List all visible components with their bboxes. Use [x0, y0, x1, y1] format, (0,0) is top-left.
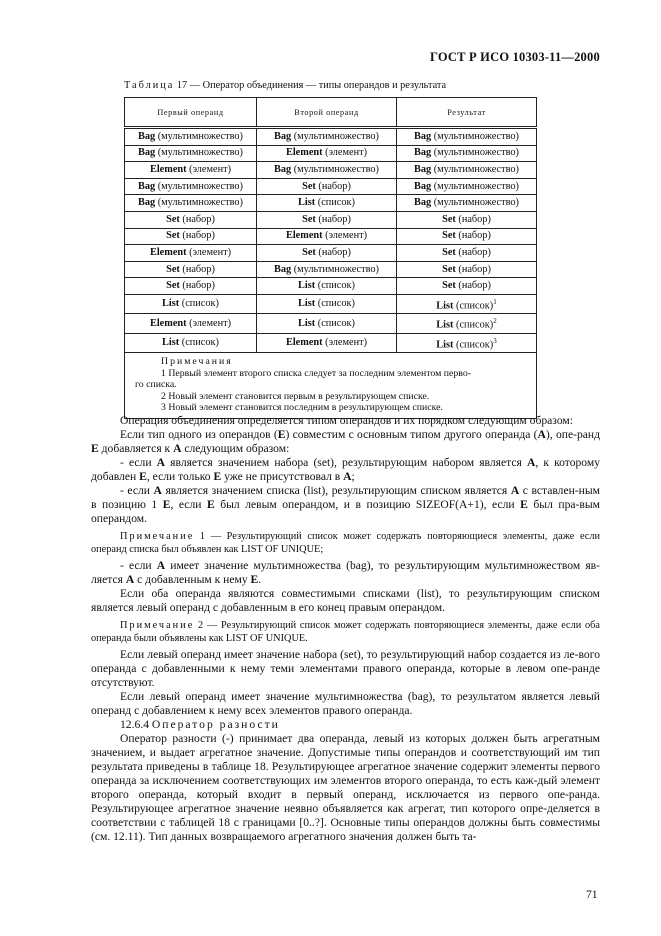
table-cell: [397, 211, 537, 228]
type-translation: (мультимножество): [291, 130, 379, 142]
section-title: Оператор разности: [151, 718, 280, 731]
table-cell: [125, 162, 257, 179]
note-text: 1 — Результирующий список может содержать повторяющиеся элементы, даже если операнд списка был объявлен как LIST OF UNIQUE;: [91, 531, 600, 555]
note-line: 3 Новый элемент становится последним в результирующем списке.: [161, 402, 443, 414]
operand-types-table: [124, 97, 537, 419]
type-translation: (список): [179, 336, 219, 348]
type-keyword: Element: [149, 317, 187, 329]
note-line: 2 Новый элемент становится первым в результирующем списке.: [161, 390, 430, 402]
text-segment: является значением списка (list), результирующим списком является: [161, 484, 511, 497]
table-cell: [125, 228, 257, 245]
type-keyword: Element: [285, 147, 323, 159]
text-segment: имеет значение мультимножества (bag), то результирующим мультимножеством яв-ляется: [91, 559, 601, 586]
bold-variable: A: [343, 470, 352, 483]
type-keyword: List: [162, 336, 180, 348]
bold-variable: E: [250, 573, 259, 586]
type-keyword: Element: [285, 230, 323, 242]
table-cell: [125, 178, 257, 195]
text-segment: следующим образом:: [181, 442, 290, 455]
type-keyword: Set: [166, 213, 180, 225]
type-keyword: Bag: [273, 163, 292, 175]
type-translation: (мультимножество): [155, 180, 243, 192]
type-translation: (список): [315, 280, 355, 292]
type-translation: (набор): [455, 230, 491, 242]
table-row: [125, 128, 537, 146]
type-keyword: Set: [302, 180, 316, 192]
bold-variable: E: [139, 470, 147, 483]
table-cell: [257, 228, 397, 245]
text-segment: ) совместим с основным типом другого операнда (: [285, 428, 538, 441]
footnote-ref: 2: [493, 317, 497, 326]
type-keyword: Set: [166, 230, 180, 242]
note-line: го списка.: [135, 379, 177, 391]
table-cell: [397, 261, 537, 278]
type-translation: (мультимножество): [431, 147, 519, 159]
table-cell: [125, 333, 257, 352]
type-translation: (мультимножество): [155, 147, 243, 159]
type-translation: (набор): [455, 246, 491, 258]
type-translation: (набор): [315, 246, 351, 258]
type-translation: (набор): [315, 213, 351, 225]
table-cell: [397, 128, 537, 146]
table-cell: [257, 333, 397, 352]
text-segment: является значением набора (set), результирующим набором является: [165, 456, 527, 469]
table-cell: [257, 178, 397, 195]
column-header: Результат: [397, 98, 537, 128]
table-cell: [257, 211, 397, 228]
text-segment: с добавленным к нему: [134, 573, 251, 586]
type-keyword: Set: [166, 263, 180, 275]
type-keyword: Set: [302, 246, 316, 258]
note-label: Примечание: [120, 531, 195, 542]
bold-variable: E: [91, 442, 99, 455]
note: [91, 619, 600, 645]
type-translation: (список): [315, 298, 355, 310]
table-cell: [125, 314, 257, 333]
type-translation: (мультимножество): [291, 263, 379, 275]
type-keyword: Set: [442, 263, 456, 275]
table-cell: [397, 178, 537, 195]
type-translation: (список): [179, 298, 219, 310]
type-keyword: List: [162, 298, 180, 310]
type-keyword: Bag: [137, 147, 156, 159]
table-caption: [124, 80, 446, 91]
paragraph: [91, 428, 600, 456]
table-cell: [257, 245, 397, 262]
text-segment: был пра-вым операндом.: [91, 498, 600, 525]
text-segment: , к которому добавлен: [91, 456, 600, 483]
body-text: [91, 414, 600, 844]
type-keyword: Bag: [413, 197, 432, 209]
type-keyword: List: [436, 300, 454, 312]
table-cell: [257, 145, 397, 162]
type-keyword: Bag: [273, 263, 292, 275]
table-cell: [257, 314, 397, 333]
type-keyword: Bag: [413, 147, 432, 159]
text-segment: был левым операндом, и в позицию SIZEOF(A+1), если: [214, 498, 521, 511]
table-cell: [125, 145, 257, 162]
table-cell: [257, 162, 397, 179]
type-translation: (элемент): [322, 336, 368, 348]
table-cell: [257, 128, 397, 146]
table-cell: [397, 294, 537, 313]
text-segment: - если: [120, 456, 157, 469]
table-cell: [125, 211, 257, 228]
table-cell: [397, 314, 537, 333]
type-translation: (список): [453, 339, 494, 351]
table-header-row: [125, 98, 537, 128]
type-translation: (элемент): [322, 230, 368, 242]
type-translation: (мультимножество): [431, 180, 519, 192]
table-row: [125, 278, 537, 295]
paragraph: Если левый операнд имеет значение мультимножества (bag), то результатом является левый операнд с добавлением к нему всех элементов правого операнда.: [91, 690, 600, 717]
type-translation: (элемент): [186, 317, 232, 329]
notes-title: Примечания: [161, 356, 233, 368]
text-segment: , если: [170, 498, 207, 511]
text-segment: добавляется к: [98, 442, 174, 455]
paragraph: [91, 484, 600, 526]
table-row: [125, 294, 537, 313]
type-keyword: Bag: [413, 130, 432, 142]
type-keyword: Set: [442, 213, 456, 225]
bold-variable: E: [520, 498, 528, 511]
bold-variable: A: [153, 484, 162, 497]
type-keyword: List: [298, 197, 316, 209]
column-header: Первый операнд: [125, 98, 257, 128]
table-row: [125, 314, 537, 333]
bold-variable: A: [125, 573, 135, 586]
type-keyword: List: [436, 319, 454, 331]
section-heading: [91, 718, 600, 732]
note-label: Примечание: [120, 620, 195, 631]
table-cell: [125, 245, 257, 262]
page-number: 71: [586, 888, 598, 901]
type-keyword: Bag: [137, 130, 156, 142]
bold-variable: A: [537, 428, 546, 441]
bold-variable: A: [173, 442, 182, 455]
type-keyword: List: [436, 339, 454, 351]
text-segment: - если: [120, 484, 154, 497]
type-keyword: Set: [302, 213, 316, 225]
note: [91, 530, 600, 556]
column-header: Второй операнд: [257, 98, 397, 128]
type-translation: (набор): [315, 180, 351, 192]
type-translation: (набор): [455, 213, 491, 225]
standard-header: ГОСТ Р ИСО 10303-11—2000: [430, 50, 600, 64]
table-cell: [125, 195, 257, 212]
type-translation: (набор): [179, 213, 215, 225]
table-row: [125, 333, 537, 352]
bold-variable: A: [156, 456, 166, 469]
text-segment: - если: [120, 559, 157, 572]
type-translation: (набор): [179, 280, 215, 292]
table-row: [125, 261, 537, 278]
table-row: [125, 145, 537, 162]
text-segment: с вставлен-ным в позицию 1: [91, 484, 601, 511]
type-keyword: Set: [442, 280, 456, 292]
bold-variable: A: [526, 456, 536, 469]
type-translation: (список): [453, 300, 494, 312]
footnote-ref: 1: [493, 297, 497, 306]
type-translation: (набор): [179, 263, 215, 275]
caption-label: Таблица: [124, 80, 175, 91]
type-translation: (элемент): [186, 163, 232, 175]
type-keyword: Bag: [413, 163, 432, 175]
type-translation: (элемент): [322, 147, 368, 159]
type-translation: (мультимножество): [431, 197, 519, 209]
table-cell: [397, 195, 537, 212]
paragraph: Операция объединения определяется типом операндов и их порядком следующим образом:: [120, 414, 573, 427]
text-segment: уже не присутствовал в: [221, 470, 344, 483]
type-translation: (мультимножество): [155, 197, 243, 209]
bold-variable: A: [510, 484, 520, 497]
type-keyword: Bag: [137, 180, 156, 192]
note-line: 1 Первый элемент второго списка следует за последним элементом перво-: [161, 367, 471, 379]
text-segment: .: [258, 573, 262, 586]
bold-variable: E: [162, 498, 171, 511]
paragraph: [91, 559, 600, 587]
type-translation: (список): [453, 319, 494, 331]
type-translation: (мультимножество): [155, 130, 243, 142]
table-row: [125, 211, 537, 228]
text-segment: ;: [351, 470, 355, 483]
type-keyword: Set: [166, 280, 180, 292]
table-cell: [397, 333, 537, 352]
table-cell: [397, 162, 537, 179]
type-keyword: Element: [149, 246, 187, 258]
type-translation: (набор): [179, 230, 215, 242]
text-segment: Если тип одного из операндов (: [120, 428, 278, 441]
type-translation: (элемент): [186, 246, 232, 258]
bold-variable: E: [277, 428, 286, 441]
type-keyword: Element: [149, 163, 187, 175]
table-row: [125, 245, 537, 262]
table-cell: [125, 278, 257, 295]
table-cell: [397, 145, 537, 162]
type-translation: (мультимножество): [431, 130, 519, 142]
section-number: 12.6.4: [120, 718, 152, 731]
type-translation: (мультимножество): [291, 163, 379, 175]
type-keyword: List: [298, 317, 316, 329]
bold-variable: E: [213, 470, 222, 483]
type-keyword: Bag: [413, 180, 432, 192]
paragraph: Если оба операнда являются совместимыми списками (list), то результирующим списком является левый операнд с добавленным в его конец правым операндом.: [91, 587, 600, 614]
bold-variable: A: [156, 559, 166, 572]
footnote-ref: 3: [493, 336, 497, 345]
table-cell: [125, 128, 257, 146]
table-notes: [125, 353, 537, 419]
type-translation: (список): [315, 317, 355, 329]
paragraph: [91, 456, 600, 484]
type-keyword: List: [298, 280, 316, 292]
caption-text: 17 — Оператор объединения — типы операндов и результата: [174, 80, 447, 91]
type-keyword: Set: [442, 246, 456, 258]
type-keyword: Bag: [273, 130, 292, 142]
type-keyword: Bag: [137, 197, 156, 209]
type-translation: (мультимножество): [431, 163, 519, 175]
table-row: [125, 178, 537, 195]
table-cell: [257, 278, 397, 295]
table-row: [125, 195, 537, 212]
table-row: [125, 162, 537, 179]
table-cell: [257, 195, 397, 212]
paragraph: Если левый операнд имеет значение набора (set), то результирующий набор создается из ле-вого операнда с добавленными к нему теми элементами правого операнда, которые в левом опе-ранде отсутствуют.: [91, 648, 600, 689]
table-cell: [397, 245, 537, 262]
type-keyword: Element: [285, 336, 323, 348]
table-cell: [125, 294, 257, 313]
notes-row: [125, 353, 537, 419]
table-cell: [397, 228, 537, 245]
table-cell: [257, 261, 397, 278]
bold-variable: E: [206, 498, 215, 511]
note-text: 2 — Результирующий список может содержать повторяющиеся элементы, даже если оба операнда были объявлены как LIST OF UNIQUE.: [91, 620, 600, 644]
paragraph: Оператор разности (-) принимает два операнда, левый из которых должен быть агрегатным значением, и выдает агрегатное значение. Допустимые типы операндов и соответствующий им тип результата приведены в таблице 18. Результирующее агрегатное значение содержит элементы первого операнда за исключением соответствующих им элементов второго операнда, то есть каж-дый элемент второго операнда, который входит в первый операнд, исключается из первого опе-ранда. Результирующее агрегатное значение неявно объявляется как агрегат, тип которого опре-деляется в соответствии с таблицей 18 с границами [0..?]. Основные типы операндов должны быть совместимы (см. 12.11). Тип данных возвращаемого агрегатного значения должен быть та-: [91, 732, 600, 843]
table-cell: [397, 278, 537, 295]
type-keyword: Set: [442, 230, 456, 242]
table-row: [125, 228, 537, 245]
table-cell: [125, 261, 257, 278]
text-segment: , если только: [146, 470, 214, 483]
type-keyword: List: [298, 298, 316, 310]
text-segment: ), опе-ранд: [545, 428, 600, 441]
type-translation: (набор): [455, 263, 491, 275]
table-cell: [257, 294, 397, 313]
type-translation: (список): [315, 197, 355, 209]
type-translation: (набор): [455, 280, 491, 292]
